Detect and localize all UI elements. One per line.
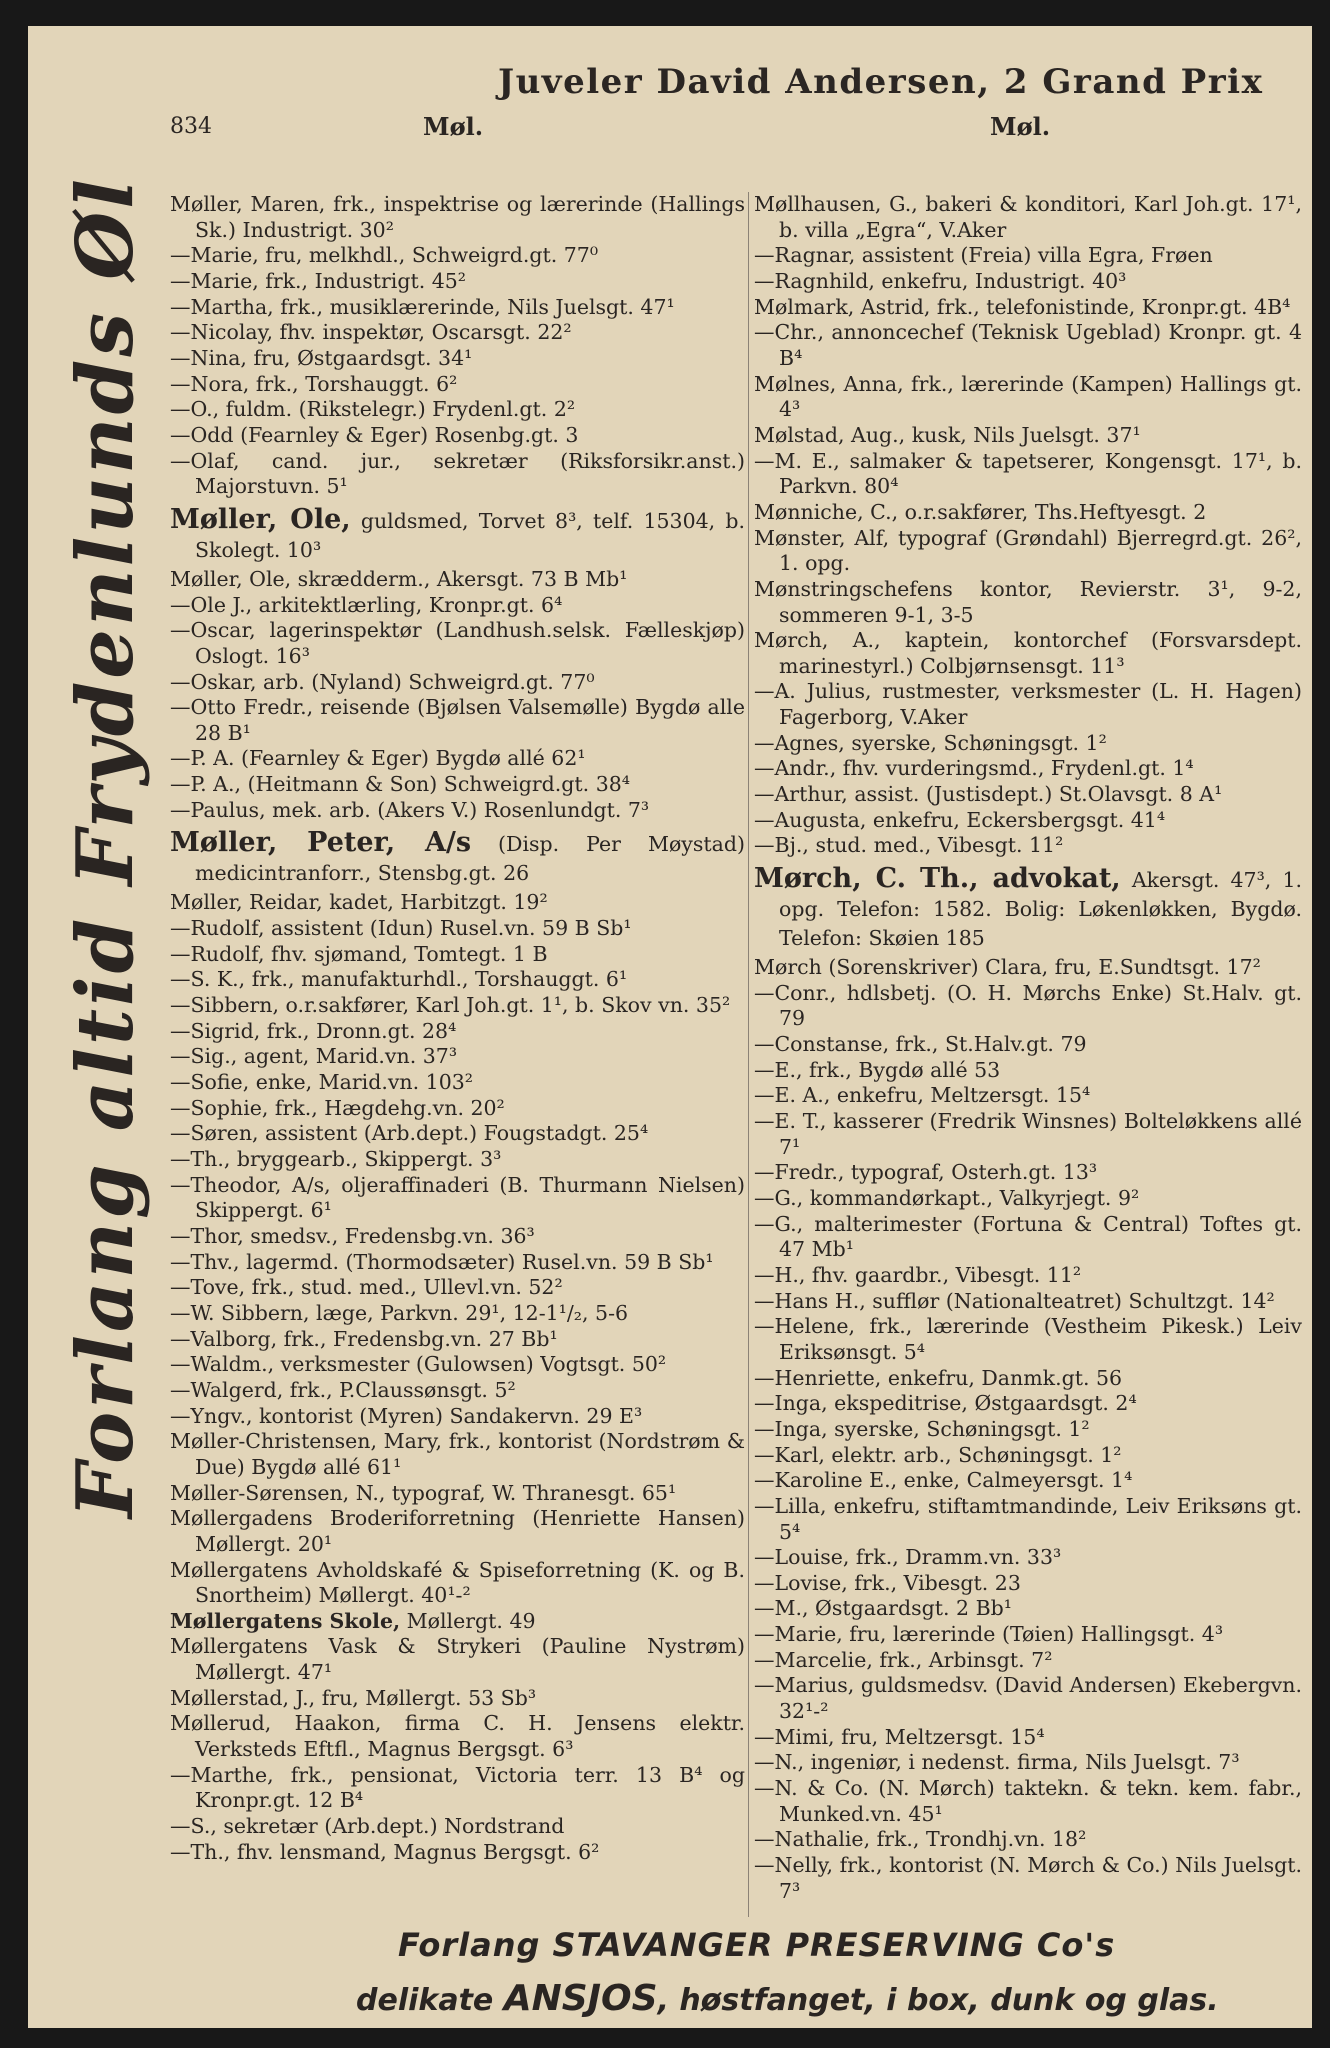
directory-entry [754,756,1302,782]
directory-entry [170,423,745,449]
entry-text: —Sofie, enke, Marid.vn. 103² [170,1070,474,1095]
directory-entry [170,1044,745,1070]
directory-entry [170,890,745,916]
entry-text: Mørch, A., kaptein, kontorchef (Forsvarsdept. marinestyrl.) Colbjørnsensgt. 11³ [754,628,1302,678]
directory-entry [754,243,1302,269]
entry-text: —Valborg, frk., Fredensbg.vn. 27 Bb¹ [170,1326,558,1351]
entry-text: —M. E., salmaker & tapetserer, Kongensgt. 17¹, b. Parkvn. 80⁴ [754,448,1302,499]
entry-text: —Nelly, frk., kontorist (N. Mørch & Co.) Nils Juelsgt. 7³ [754,1853,1302,1903]
entry-text: —G., kommandørkapt., Valkyrjegt. 9² [754,1185,1140,1210]
entry-text: Møllerstad, J., fru, Møllergt. 53 Sb³ [170,1685,537,1710]
entry-text: —Inga, syerske, Schøningsgt. 1² [754,1416,1090,1441]
entry-text: Møller, Reidar, kadet, Harbitzgt. 19² [170,890,548,915]
entry-text: —P. A. (Fearnley & Eger) Bygdø allé 62¹ [170,746,586,771]
entry-text: —Martha, frk., musiklærerinde, Nils Juelsgt. 47¹ [170,294,675,319]
directory-entry [754,1673,1302,1724]
directory-entry [754,1186,1302,1212]
headword-left: Møl. [423,112,484,141]
directory-entry [170,243,745,269]
entry-text: —Sigrid, frk., Dronn.gt. 28⁴ [170,1018,457,1043]
entry-text: —Rudolf, fhv. sjømand, Tomtegt. 1 B [170,941,548,966]
left-column [170,192,745,1865]
entry-text: —Arthur, assist. (Justisdept.) St.Olavsgt. 8 A¹ [754,782,1223,807]
directory-entry [754,1827,1302,1853]
entry-text: —Andr., fhv. vurderingsmd., Frydenl.gt. 1⁴ [754,756,1194,781]
directory-entry [170,1070,745,1096]
entry-text: —P. A., (Heitmann & Son) Schweigrd.gt. 38⁴ [170,772,630,797]
entry-text: —Henriette, enkefru, Danmk.gt. 56 [754,1365,1123,1390]
directory-entry [170,670,745,696]
entry-text: —Sophie, frk., Hægdehg.vn. 20² [170,1095,505,1120]
entry-text: Møllergt. 49 [400,1608,536,1633]
directory-entry [170,967,745,993]
entry-text: —Hans H., sufflør (Nationalteatret) Schultzgt. 14² [754,1288,1275,1313]
entry-text: Møller, Maren, frk., inspektrise og lærerinde (Hallings Sk.) Industrigt. 30² [170,192,745,242]
directory-entry [170,1506,745,1557]
entry-text: —Inga, ekspeditrise, Østgaardsgt. 2⁴ [754,1391,1137,1416]
entry-text: —O., fuldm. (Rikstelegr.) Frydenl.gt. 2² [170,397,576,422]
entry-text: —Oscar, lagerinspektør (Landhush.selsk. Fælleskjøp) Oslogt. 16³ [170,618,745,668]
directory-entry [170,1250,745,1276]
directory-entry [754,1545,1302,1571]
entry-text: —Nina, fru, Østgaardsgt. 34¹ [170,345,473,370]
entry-name: Møllergatens Skole, [170,1608,401,1633]
directory-entry [170,942,745,968]
entry-text: Møller, Ole, skrædderm., Akersgt. 73 B Mb¹ [170,566,628,591]
entry-text: —Lilla, enkefru, stiftamtmandinde, Leiv Eriksøns gt. 5⁴ [754,1493,1302,1544]
directory-entry [170,1481,745,1507]
directory-entry [754,1109,1302,1160]
entry-text: —Walgerd, frk., P.Claussønsgt. 5² [170,1377,516,1402]
directory-entry [170,1352,745,1378]
entry-text: —E., frk., Bygdø allé 53 [754,1057,1001,1082]
directory-entry [170,1558,745,1609]
directory-entry [754,295,1302,321]
entry-text: —Conr., hdlsbetj. (O. H. Mørchs Enke) St.Halv. gt. 79 [754,980,1302,1031]
entry-text: Mønniche, C., o.r.sakfører, Ths.Heftyesgt. 2 [754,499,1207,524]
directory-entry [170,1224,745,1250]
entry-text: —Tove, frk., stud. med., Ullevl.vn. 52² [170,1275,563,1300]
directory-entry [170,695,745,746]
directory-entry [170,1814,745,1840]
directory-entry [754,833,1302,859]
entry-text: —Waldm., verksmester (Gulowsen) Vogtsgt. 50² [170,1352,667,1377]
directory-entry [754,1289,1302,1315]
directory-entry [754,679,1302,730]
directory-entry [170,1096,745,1122]
directory-entry [170,372,745,398]
directory-entry [170,798,745,824]
directory-entry [170,593,745,619]
entry-text: —Marie, fru, lærerinde (Tøien) Hallingsgt. 4³ [754,1622,1224,1647]
directory-entry [170,1711,745,1762]
footer-ad-line-2 [356,1978,1219,2019]
directory-entry [754,1212,1302,1263]
entry-text: Møller-Sørensen, N., typograf, W. Thranesgt. 65¹ [170,1480,677,1505]
directory-entry [170,346,745,372]
directory-entry [754,1622,1302,1648]
entry-text: —Ragnar, assistent (Freia) villa Egra, Frøen [754,243,1213,268]
entry-text: —Søren, assistent (Arb.dept.) Fougstadgt. 25⁴ [170,1121,649,1146]
directory-entry [170,1327,745,1353]
entry-text: Møller-Christensen, Mary, frk., kontorist (Nordstrøm & Due) Bygdø allé 61¹ [170,1429,745,1479]
directory-entry [170,1019,745,1045]
entry-text: —Mimi, fru, Meltzersgt. 15⁴ [754,1724,1045,1749]
directory-entry [754,372,1302,423]
entry-text: —N., ingeniør, i nedenst. firma, Nils Juelsgt. 7³ [754,1750,1240,1775]
entry-text: —Paulus, mek. arb. (Akers V.) Rosenlundgt. 7³ [170,797,650,822]
entry-text: —W. Sibbern, læge, Parkvn. 29¹, 12-1¹/₂, 5-6 [170,1300,629,1325]
footer-ad-product: ANSJOS [503,1978,658,2019]
directory-entry [754,1853,1302,1904]
entry-text: —Marie, fru, melkhdl., Schweigrd.gt. 77⁰ [170,243,599,268]
directory-entry [754,1443,1302,1469]
directory-entry [170,746,745,772]
entry-text: —A. Julius, rustmester, verksmester (L. H. Hagen) Fagerborg, V.Aker [754,679,1302,730]
directory-entry [754,731,1302,757]
directory-entry [170,1378,745,1404]
entry-text: —Thor, smedsv., Fredensbg.vn. 36³ [170,1223,535,1248]
footer-ad-text: Forlang [398,1926,553,1964]
directory-entry [170,772,745,798]
directory-entry [754,1391,1302,1417]
directory-entry [754,955,1302,981]
entry-text: —Helene, frk., lærerinde (Vestheim Pikesk.) Leiv Eriksønsgt. 5⁴ [754,1314,1302,1364]
directory-entry [170,916,745,942]
directory-entry [754,981,1302,1032]
right-column [754,192,1302,1904]
entry-text: —Karl, elektr. arb., Schøningsgt. 1² [754,1442,1122,1467]
entry-text: —Yngv., kontorist (Myren) Sandakervn. 29 E³ [170,1403,643,1428]
directory-entry [170,1840,745,1866]
entry-text: —G., malterimester (Fortuna & Central) Toftes gt. 47 Mb¹ [754,1211,1302,1262]
entry-name: Møller, Ole, [170,503,351,535]
directory-entry [170,567,745,593]
entry-text: —Thv., lagermd. (Thormodsæter) Rusel.vn. 59 B Sb¹ [170,1249,714,1274]
entry-text: —Rudolf, assistent (Idun) Rusel.vn. 59 B Sb¹ [170,916,632,941]
directory-entry [754,320,1302,371]
entry-text: —Nora, frk., Torshauggt. 6² [170,371,458,396]
entry-text: —Marius, guldsmedsv. (David Andersen) Ekebergvn. 32¹-² [754,1673,1302,1724]
directory-entry [170,269,745,295]
entry-text: (Disp. Per Møystad) medicintranforr., Stensbg.gt. 26 [195,832,745,886]
directory-entry [170,505,745,565]
entry-text: —Marcelie, frk., Arbinsgt. 7² [754,1647,1053,1672]
entry-text: Mølnes, Anna, frk., lærerinde (Kampen) Hallings gt. 4³ [754,371,1302,422]
directory-entry [754,1494,1302,1545]
directory-entry [754,1058,1302,1084]
directory-entry [170,1173,745,1224]
header-advertisement: Juveler David Andersen, 2 Grand Prix [498,62,1264,102]
entry-text: Mølmark, Astrid, frk., telefonistinde, Kronpr.gt. 4B⁴ [754,294,1291,319]
entry-text: Møllergatens Vask & Strykeri (Pauline Nystrøm) Møllergt. 47¹ [170,1634,745,1685]
directory-entry [754,1571,1302,1597]
entry-text: Mønstringschefens kontor, Revierstr. 3¹, 9-2, sommeren 9-1, 3-5 [754,576,1302,627]
entry-text: Møllhausen, G., bakeri & konditori, Karl Joh.gt. 17¹, b. villa „Egra“, V.Aker [754,192,1302,242]
directory-entry [170,828,745,888]
directory-entry [170,1609,745,1635]
entry-text: Mørch (Sorenskriver) Clara, fru, E.Sundtsgt. 17² [754,955,1261,980]
entry-text: —Sibbern, o.r.sakfører, Karl Joh.gt. 1¹, b. Skov vn. 35² [170,993,731,1018]
directory-entry [170,449,745,500]
directory-entry [754,449,1302,500]
entry-text: Mønster, Alf, typograf (Grøndahl) Bjerregrd.gt. 26², 1. opg. [754,525,1302,576]
column-divider [748,192,749,1917]
directory-entry [754,1366,1302,1392]
entry-text: Mølstad, Aug., kusk, Nils Juelsgt. 37¹ [754,422,1141,447]
directory-entry [754,1083,1302,1109]
directory-entry [754,628,1302,679]
directory-entry [170,1147,745,1173]
directory-entry [754,1263,1302,1289]
directory-entry [754,1725,1302,1751]
directory-entry [170,295,745,321]
entry-name: Mørch, C. Th., advokat, [754,863,1121,895]
directory-entry [170,192,745,243]
directory-entry [754,1648,1302,1674]
entry-text: —Augusta, enkefru, Eckersbergsgt. 41⁴ [754,807,1166,832]
page-number: 834 [170,114,212,139]
entry-text: —E. A., enkefru, Meltzersgt. 15⁴ [754,1083,1091,1108]
entry-text: —Sig., agent, Marid.vn. 37³ [170,1044,458,1069]
directory-page [28,26,1312,2028]
entry-text: —Fredr., typograf, Osterh.gt. 13³ [754,1160,1098,1185]
entry-text: —Ragnhild, enkefru, Industrigt. 40³ [754,268,1127,293]
directory-entry [170,320,745,346]
entry-name: Møller, Peter, A/s [170,827,472,859]
directory-entry [754,1776,1302,1827]
entry-text: —Chr., annoncechef (Teknisk Ugeblad) Kronpr. gt. 4 B⁴ [754,320,1302,370]
directory-entry [754,500,1302,526]
entry-text: —Otto Fredr., reisende (Bjølsen Valsemølle) Bygdø alle 28 B¹ [170,695,745,745]
directory-entry [170,397,745,423]
directory-entry [170,993,745,1019]
headword-right: Møl. [990,112,1051,141]
footer-ad-text: , høstfanget, i box, dunk og glas. [657,1983,1219,2018]
directory-entry [754,1314,1302,1365]
directory-entry [754,864,1302,953]
directory-entry [754,1468,1302,1494]
directory-entry [170,1404,745,1430]
entry-text: —Bj., stud. med., Vibesgt. 11² [754,833,1064,858]
entry-text: Møllerud, Haakon, firma C. H. Jensens elektr. Verksteds Eftfl., Magnus Bergsgt. 6³ [170,1711,745,1762]
directory-entry [754,1032,1302,1058]
directory-entry [170,1634,745,1685]
entry-text: —S. K., frk., manufakturhdl., Torshauggt. 6¹ [170,967,628,992]
entry-text: —Marthe, frk., pensionat, Victoria terr. 13 B⁴ og Kronpr.gt. 12 B⁴ [170,1762,745,1813]
directory-entry [170,1686,745,1712]
directory-entry [754,1596,1302,1622]
directory-entry [754,269,1302,295]
entry-text: —Lovise, frk., Vibesgt. 23 [754,1570,1021,1595]
footer-ad-line-1 [398,1926,1115,1964]
directory-entry [754,577,1302,628]
footer-ad-brand: STAVANGER PRESERVING Co's [552,1926,1116,1964]
footer-ad-text: delikate [356,1983,504,2018]
directory-entry [754,1160,1302,1186]
entry-text: —Th., fhv. lensmand, Magnus Bergsgt. 6² [170,1839,600,1864]
entry-text: —Nathalie, frk., Trondhj.vn. 18² [754,1827,1087,1852]
entry-text: guldsmed, Torvet 8³, telf. 15304, b. Skolegt. 10³ [195,508,745,562]
entry-text: —Constanse, frk., St.Halv.gt. 79 [754,1032,1087,1057]
entry-text: —S., sekretær (Arb.dept.) Nordstrand [170,1814,565,1839]
directory-entry [170,618,745,669]
entry-text: —M., Østgaardsgt. 2 Bb¹ [754,1596,1012,1621]
entry-text: —Odd (Fearnley & Eger) Rosenbg.gt. 3 [170,422,579,447]
directory-entry [754,526,1302,577]
entry-text: Møllergadens Broderiforretning (Henriette Hansen) Møllergt. 20¹ [170,1506,745,1556]
directory-entry [170,1301,745,1327]
side-advertisement: Forlang altid Frydenlunds Øl [60,176,151,1518]
entry-text: Møllergatens Avholdskafé & Spiseforretning (K. og B. Snortheim) Møllergt. 40¹-² [170,1557,745,1608]
directory-entry [754,1750,1302,1776]
directory-entry [754,1417,1302,1443]
directory-entry [170,1763,745,1814]
entry-text: —Agnes, syerske, Schøningsgt. 1² [754,730,1107,755]
entry-text: —Louise, frk., Dramm.vn. 33³ [754,1545,1062,1570]
entry-text: —Olaf, cand. jur., sekretær (Riksforsikr.anst.) Majorstuvn. 5¹ [170,448,745,499]
directory-entry [754,423,1302,449]
directory-entry [170,1429,745,1480]
directory-entry [170,1121,745,1147]
entry-text: —H., fhv. gaardbr., Vibesgt. 11² [754,1262,1082,1287]
entry-text: —Th., bryggearb., Skippergt. 3³ [170,1147,502,1171]
directory-entry [170,1275,745,1301]
entry-text: —Nicolay, fhv. inspektør, Oscarsgt. 22² [170,320,572,345]
entry-text: —Theodor, A/s, oljeraffinaderi (B. Thurmann Nielsen) Skippergt. 6¹ [170,1172,745,1223]
entry-text: —Ole J., arkitektlærling, Kronpr.gt. 6⁴ [170,592,563,617]
directory-entry [754,192,1302,243]
directory-entry [754,782,1302,808]
directory-entry [754,808,1302,834]
entry-text: —Oskar, arb. (Nyland) Schweigrd.gt. 77⁰ [170,669,595,694]
entry-text: —N. & Co. (N. Mørch) taktekn. & tekn. kem. fabr., Munked.vn. 45¹ [754,1776,1302,1826]
entry-text: Akersgt. 47³, 1. opg. Telefon: 1582. Bolig: Løkenløkken, Bygdø. Telefon: Skøien 185 [779,868,1303,951]
entry-text: —Marie, frk., Industrigt. 45² [170,268,467,293]
entry-text: —E. T., kasserer (Fredrik Winsnes) Bolteløkkens allé 7¹ [754,1109,1302,1159]
entry-text: —Karoline E., enke, Calmeyersgt. 1⁴ [754,1468,1133,1493]
